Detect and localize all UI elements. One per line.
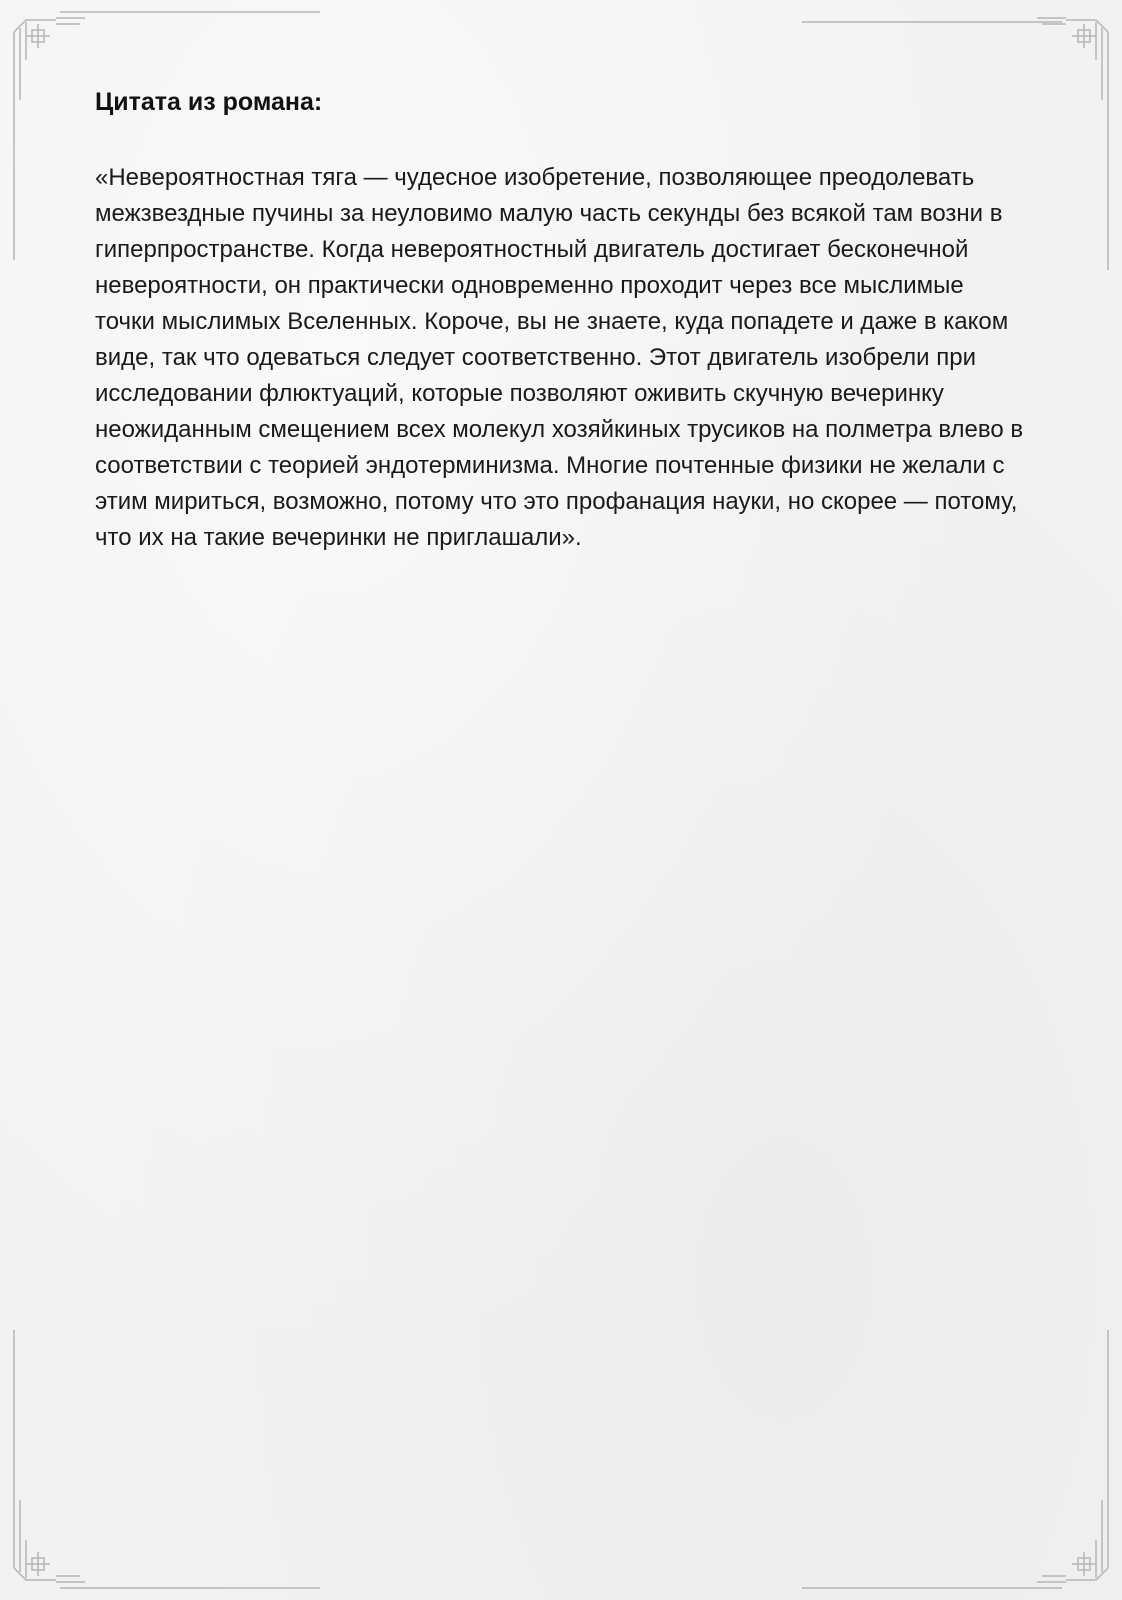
frame-corner-bottom-left	[14, 1330, 320, 1588]
quote-heading: Цитата из романа:	[95, 88, 323, 116]
quote-text: «Невероятностная тяга — чудесное изобретение, позволяющее преодолевать межзвездные пучины за неуловимо малую часть секунды без всякой там возни в гиперпространстве. Когда невероятностный двигатель достигает бесконечной невероятности, он практически одновременно проходит через все мыслимые точки мыслимых Вселенных. Короче, вы не знаете, куда попадете и даже в каком виде, так что одеваться следует соответственно. Этот двигатель изобрели при исследовании флюктуаций, которые позволяют оживить скучную вечеринку неожиданным смещением всех молекул хозяйкиных трусиков на полметра влево в соответствии с теорией эндотерминизма. Многие почтенные физики не желали с этим мириться, возможно, потому что это профанация науки, но скорее — потому, что их на такие вечеринки не приглашали».	[95, 164, 1024, 551]
frame-corner-bottom-right	[802, 1330, 1108, 1588]
document-body	[95, 84, 1025, 556]
